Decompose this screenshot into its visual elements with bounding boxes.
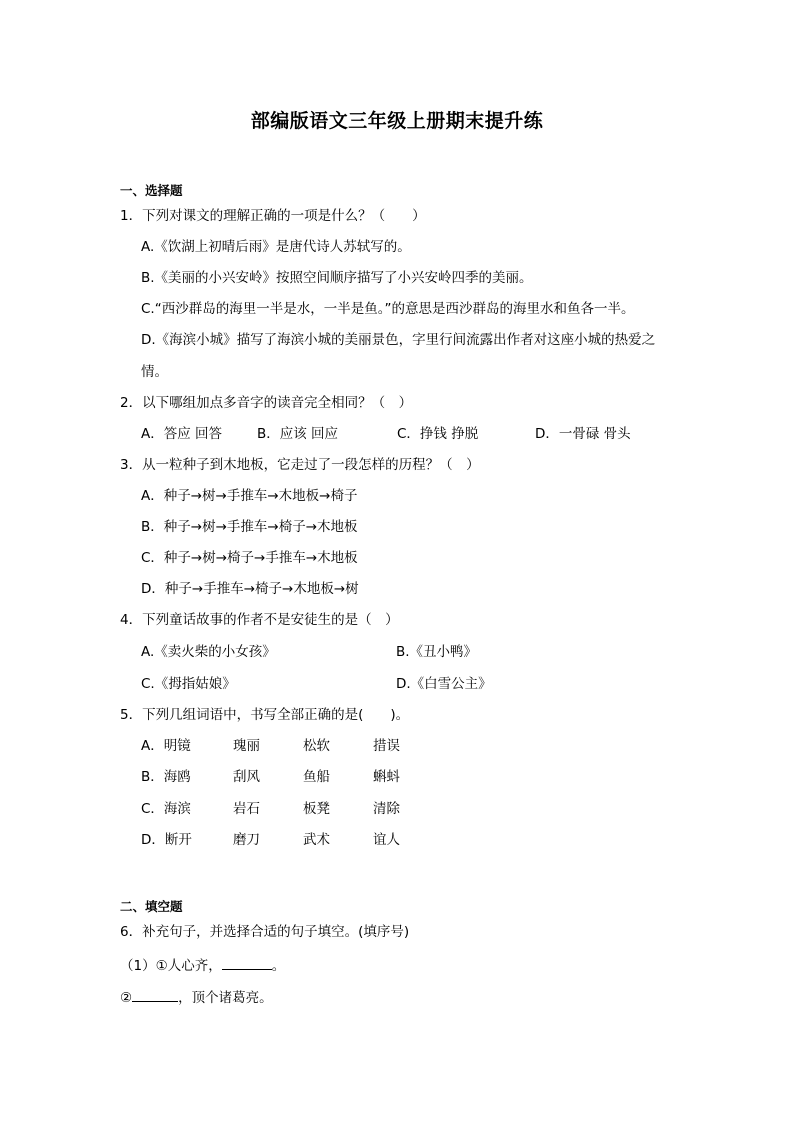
question-5-row-a-word3: 松软 (303, 738, 330, 754)
question-5-row-d-word3: 武术 (303, 832, 330, 848)
question-6-line-1 (120, 956, 285, 975)
question-5-row-a-word4: 措误 (373, 738, 400, 754)
question-5-stem: 5．下列几组词语中，书写全部正确的是( )。 (120, 707, 410, 723)
question-1-option-d-line1: D.《海滨小城》描写了海滨小城的美丽景色，字里行间流露出作者对这座小城的热爱之 (141, 332, 656, 348)
question-1-stem: 1．下列对课文的理解正确的一项是什么？（ ） (120, 208, 426, 224)
question-4-stem: 4．下列童话故事的作者不是安徒生的是（ ） (120, 612, 399, 628)
question-5-row-a-label: A．明镜 (141, 738, 191, 754)
question-5-row-d-label: D．断开 (141, 832, 192, 848)
question-4-option-a: A.《卖火柴的小女孩》 (141, 644, 276, 660)
question-5-row-c-word2: 岩石 (233, 801, 260, 817)
question-2-stem: 2．以下哪组加点多音字的读音完全相同？（ ） (120, 395, 413, 411)
question-1-option-c: C.“西沙群岛的海里一半是水，一半是鱼。”的意思是西沙群岛的海里水和鱼各一半。 (141, 301, 635, 317)
question-5-row-b-word3: 鱼船 (303, 769, 330, 785)
question-5-row-b-label: B．海鸥 (141, 769, 191, 785)
answer-blank-1[interactable] (222, 956, 272, 970)
question-4-option-c: C.《拇指姑娘》 (141, 676, 236, 692)
section-heading-fill-blank: 二、填空题 (120, 899, 183, 914)
question-1-option-d-line2: 情。 (141, 364, 168, 380)
question-3-option-d: D．种子→手推车→椅子→木地板→树 (141, 581, 359, 597)
question-5-row-d-word4: 谊人 (373, 832, 400, 848)
question-1-option-a: A.《饮湖上初晴后雨》是唐代诗人苏轼写的。 (141, 239, 411, 255)
question-6-stem: 6．补充句子，并选择合适的句子填空。(填序号) (120, 924, 410, 940)
question-2-option-c: C．挣钱 挣脱 (397, 426, 479, 442)
question-3-stem: 3．从一粒种子到木地板，它走过了一段怎样的历程？（ ） (120, 457, 480, 473)
question-5-row-b-word2: 刮风 (233, 769, 260, 785)
question-1-option-b: B.《美丽的小兴安岭》按照空间顺序描写了小兴安岭四季的美丽。 (141, 270, 533, 286)
section-heading-choice: 一、选择题 (120, 183, 183, 198)
question-3-option-a: A．种子→树→手推车→木地板→椅子 (141, 488, 358, 504)
question-5-row-b-word4: 蝌蚪 (373, 769, 400, 785)
answer-blank-2[interactable] (132, 988, 178, 1002)
question-6-line-2-prefix: ② (120, 990, 133, 1006)
page-title: 部编版语文三年级上册期末提升练 (250, 110, 544, 132)
question-4-option-d: D.《白雪公主》 (396, 676, 492, 692)
question-6-line-1-prefix: （1）①人心齐， (120, 958, 222, 974)
question-3-option-c: C．种子→树→椅子→手推车→木地板 (141, 550, 358, 566)
question-5-row-c-word3: 板凳 (303, 801, 330, 817)
question-6-line-1-suffix: 。 (271, 958, 286, 974)
question-2-option-b: B．应该 回应 (257, 426, 339, 442)
question-6-line-2-suffix: ，顶个诸葛亮。 (178, 990, 273, 1006)
question-3-option-b: B．种子→树→手推车→椅子→木地板 (141, 519, 358, 535)
question-5-row-a-word2: 瑰丽 (233, 738, 260, 754)
question-4-option-b: B.《丑小鸭》 (396, 644, 478, 660)
question-5-row-c-label: C．海滨 (141, 801, 191, 817)
question-5-row-d-word2: 磨刀 (233, 832, 260, 848)
question-2-option-d: D．一骨碌 骨头 (535, 426, 631, 442)
question-5-row-c-word4: 清除 (373, 801, 400, 817)
question-2-option-a: A．答应 回答 (141, 426, 223, 442)
question-6-line-2 (120, 988, 273, 1007)
